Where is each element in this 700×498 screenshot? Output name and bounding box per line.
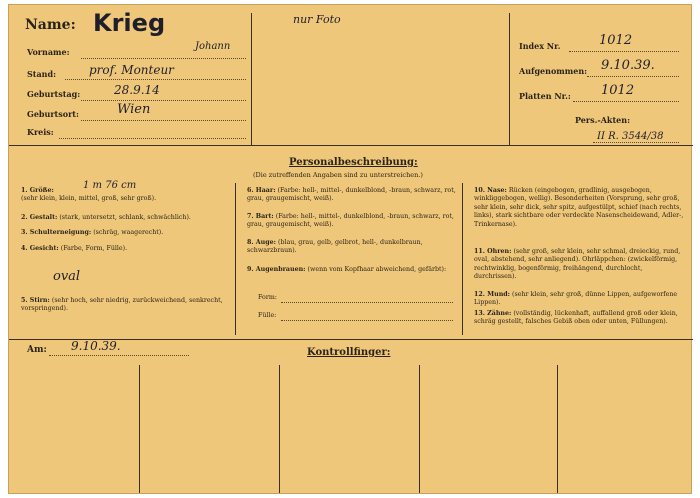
geburtsort-label: Geburtsort:: [27, 109, 79, 119]
am-line: [49, 355, 189, 356]
gesicht-item: [21, 245, 233, 253]
finger-box-divider-1: [139, 365, 140, 493]
finger-box-divider-3: [419, 365, 420, 493]
nase-item: [474, 187, 686, 229]
aufgenommen-line: [587, 76, 679, 77]
zaehne-options: (vollständig, lückenhaft, auffallend groß oder klein, schräg gestellt, falsches Gebiß oben oder unten, Füllungen).: [474, 310, 678, 326]
gestalt-options: (stark, untersetzt, schlank, schwächlich).: [59, 214, 191, 221]
bart-item: [247, 213, 457, 230]
nase-label: 10. Nase:: [474, 187, 507, 194]
stand-value: prof. Monteur: [89, 63, 174, 77]
finger-box-divider-4: [557, 365, 558, 493]
brauen-label: 9. Augenbrauen:: [247, 266, 306, 273]
am-value: 9.10.39.: [71, 339, 121, 353]
stirn-options: (sehr hoch, sehr niedrig, zurückweichend, senkrecht, vorspringend).: [21, 297, 223, 313]
photo-note: nur Foto: [293, 13, 341, 26]
geburtstag-line: [81, 100, 246, 101]
schulter-item: [21, 229, 233, 237]
beschreibung-subtitle: (Die zutreffenden Angaben sind zu unterstreichen.): [253, 171, 423, 179]
beschreibung-title: Personalbeschreibung:: [289, 157, 418, 168]
vorname-label: Vorname:: [27, 47, 70, 57]
name-value: Krieg: [93, 9, 166, 37]
vorname-value: Johann: [195, 41, 231, 52]
auge-item: [247, 239, 457, 256]
zaehne-item: [474, 310, 686, 327]
geburtsort-line: [81, 120, 246, 121]
gesicht-options: (Farbe, Form, Fülle).: [60, 245, 128, 252]
zaehne-label: 13. Zähne:: [474, 310, 512, 317]
form-label: Form:: [258, 294, 277, 301]
form-line: [281, 302, 453, 303]
stand-label: Stand:: [27, 69, 57, 79]
col-divider-1: [235, 183, 236, 335]
index-line: [569, 51, 679, 52]
stand-line: [65, 79, 246, 80]
kontrollfinger-title: Kontrollfinger:: [307, 347, 391, 358]
akten-value: II R. 3544/38: [597, 131, 664, 142]
bart-label: 7. Bart:: [247, 213, 274, 220]
index-label: Index Nr.: [519, 41, 561, 51]
geburtstag-value: 28.9.14: [114, 83, 160, 97]
groesse-label: 1. Größe:: [21, 187, 54, 194]
platten-line: [573, 101, 679, 102]
aufgenommen-label: Aufgenommen:: [519, 66, 588, 76]
divider-left: [251, 13, 252, 145]
schulter-label: 3. Schulterneigung:: [21, 229, 92, 236]
mund-options: (sehr klein, sehr groß, dünne Lippen, aufgeworfene Lippen).: [474, 291, 678, 307]
kreis-label: Kreis:: [27, 127, 54, 137]
fuelle-label: Fülle:: [258, 312, 277, 319]
col-divider-2: [462, 183, 463, 335]
nase-options: Rücken (eingebogen, gradlinig, ausgebogen, winkliggebogen, wellig). Besonderheiten (Vorsprung, sehr groß, sehr klein, sehr dick, sehr spitz, aufgestülpt, schief (nach rechts, links), stark sichtbare oder verdeckte Nasenscheidewand, Adler-, Trinkernase).: [474, 187, 684, 228]
brauen-options: (wenn vom Kopfhaar abweichend, gefärbt):: [307, 266, 447, 273]
ohren-label: 11. Ohren:: [474, 248, 512, 255]
groesse-value: 1 m 76 cm: [83, 180, 137, 191]
geburtstag-label: Geburtstag:: [27, 89, 81, 99]
divider-top-section: [9, 145, 693, 146]
fuelle-line: [281, 320, 453, 321]
finger-box-divider-2: [279, 365, 280, 493]
ohren-options: (sehr groß, sehr klein, sehr schmal, dreieckig, rund, oval, abstehend, sehr anliegend). Ohrläppchen: (zwickelförmig, rechtwinklig, bogenförmig, freihängend, durchlocht, durchrissen).: [474, 248, 681, 281]
akten-line: [593, 142, 679, 143]
gesicht-value: oval: [53, 269, 81, 284]
gestalt-label: 2. Gestalt:: [21, 214, 58, 221]
stirn-label: 5. Stirn:: [21, 297, 50, 304]
index-value: 1012: [599, 33, 633, 48]
mund-item: [474, 291, 686, 308]
geburtsort-value: Wien: [117, 102, 151, 117]
vorname-line: [81, 58, 246, 59]
platten-value: 1012: [601, 83, 635, 98]
mund-label: 12. Mund:: [474, 291, 511, 298]
akten-label: Pers.-Akten:: [575, 115, 631, 125]
am-label: Am:: [27, 345, 47, 355]
kreis-line: [59, 138, 246, 139]
stirn-item: [21, 297, 233, 314]
bart-options: (Farbe: hell-, mittel-, dunkelblond, -braun, schwarz, rot, grau, graugemischt, weiß).: [247, 213, 454, 229]
name-label: Name:: [25, 17, 76, 33]
haar-item: [247, 187, 457, 204]
brauen-item: [247, 266, 457, 274]
haar-label: 6. Haar:: [247, 187, 276, 194]
gestalt-item: [21, 214, 233, 222]
haar-options: (Farbe: hell-, mittel-, dunkelblond, -braun, schwarz, rot, grau, graugemischt, weiß).: [247, 187, 456, 203]
divider-right: [509, 13, 510, 145]
gesicht-label: 4. Gesicht:: [21, 245, 59, 252]
auge-label: 8. Auge:: [247, 239, 276, 246]
groesse-options: (sehr klein, klein, mittel, groß, sehr groß).: [21, 195, 157, 203]
auge-options: (blau, grau, gelb, gelbrot, hell-, dunkelbraun, schwarzbraun).: [247, 239, 423, 255]
platten-label: Platten Nr.:: [519, 91, 571, 101]
ohren-item: [474, 248, 686, 282]
record-card: [8, 4, 692, 494]
aufgenommen-value: 9.10.39.: [601, 58, 655, 73]
schulter-options: (schräg, waagerecht).: [93, 229, 164, 236]
